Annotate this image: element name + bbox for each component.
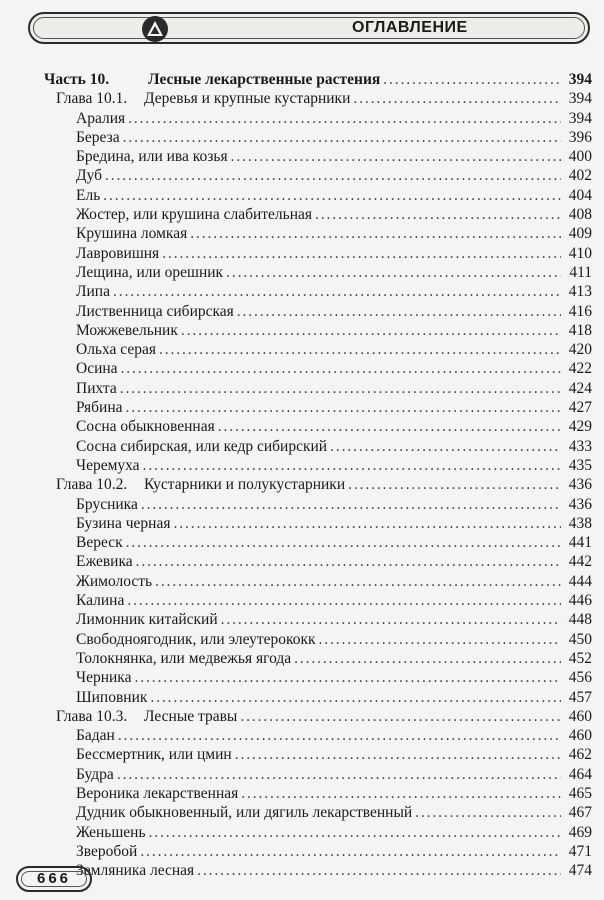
entry-title: Береза bbox=[76, 128, 120, 146]
table-of-contents bbox=[44, 70, 592, 880]
entry-title: Липа bbox=[76, 283, 110, 301]
toc-entry-row[interactable] bbox=[44, 379, 592, 398]
chapter-number: Глава 10.1. bbox=[56, 90, 128, 108]
toc-entry-row[interactable] bbox=[44, 340, 592, 359]
toc-entry-row[interactable] bbox=[44, 630, 592, 649]
chapter-page: 394 bbox=[568, 90, 592, 108]
entry-page: 452 bbox=[568, 649, 592, 667]
toc-entry-row[interactable] bbox=[44, 495, 592, 514]
entry-page: 467 bbox=[568, 804, 592, 822]
entry-title: Вероника лекарственная bbox=[76, 784, 239, 802]
toc-chapter-row[interactable] bbox=[44, 89, 592, 108]
entry-page: 462 bbox=[568, 746, 592, 764]
entry-title: Ежевика bbox=[76, 553, 133, 571]
entry-page: 436 bbox=[568, 495, 592, 513]
toc-entry-row[interactable] bbox=[44, 398, 592, 417]
dot-leader bbox=[383, 70, 561, 89]
entry-title: Черемуха bbox=[76, 456, 140, 474]
toc-entry-row[interactable] bbox=[44, 514, 592, 533]
toc-entry-row[interactable] bbox=[44, 166, 592, 185]
dot-leader bbox=[241, 784, 561, 803]
toc-entry-row[interactable] bbox=[44, 861, 592, 880]
toc-entry-row[interactable] bbox=[44, 688, 592, 707]
dot-leader bbox=[120, 379, 561, 398]
entry-title: Бредина, или ива козья bbox=[76, 148, 228, 166]
entry-page: 469 bbox=[568, 823, 592, 841]
toc-entry-row[interactable] bbox=[44, 823, 592, 842]
dot-leader bbox=[218, 417, 561, 436]
toc-entry-row[interactable] bbox=[44, 321, 592, 340]
dot-leader bbox=[134, 668, 561, 687]
chapter-number: Глава 10.3. bbox=[56, 707, 128, 725]
chapter-label bbox=[56, 707, 237, 726]
entry-title: Бадан bbox=[76, 727, 115, 745]
dot-leader bbox=[240, 707, 561, 726]
entry-page: 416 bbox=[568, 302, 592, 320]
dot-leader bbox=[123, 128, 561, 147]
dot-leader bbox=[136, 552, 561, 571]
entry-page: 474 bbox=[568, 862, 592, 880]
entry-page: 471 bbox=[568, 842, 592, 860]
dot-leader bbox=[150, 688, 561, 707]
dot-leader bbox=[143, 456, 561, 475]
entry-title: Жимолость bbox=[76, 572, 153, 590]
entry-page: 418 bbox=[568, 321, 592, 339]
toc-entry-row[interactable] bbox=[44, 456, 592, 475]
toc-entry-row[interactable] bbox=[44, 745, 592, 764]
entry-title: Ольха серая bbox=[76, 341, 157, 359]
chapter-title: Деревья и крупные кустарники bbox=[144, 90, 351, 108]
dot-leader bbox=[140, 842, 561, 861]
entry-page: 427 bbox=[568, 399, 592, 417]
toc-entry-row[interactable] bbox=[44, 244, 592, 263]
toc-entry-row[interactable] bbox=[44, 224, 592, 243]
entry-title: Земляника лесная bbox=[76, 862, 195, 880]
toc-entry-row[interactable] bbox=[44, 726, 592, 745]
dot-leader bbox=[118, 726, 561, 745]
entry-page: 408 bbox=[568, 206, 592, 224]
toc-entry-row[interactable] bbox=[44, 417, 592, 436]
chapter-title: Лесные травы bbox=[144, 707, 238, 725]
entry-title: Шиповник bbox=[76, 688, 148, 706]
entry-page: 464 bbox=[568, 765, 592, 783]
entry-title: Бузина черная bbox=[76, 514, 171, 532]
part-number: Часть 10. bbox=[44, 71, 110, 88]
entry-page: 456 bbox=[568, 669, 592, 687]
part-page: 394 bbox=[568, 71, 592, 88]
chapter-page: 436 bbox=[568, 476, 592, 494]
entry-title: Лиственница сибирская bbox=[76, 302, 234, 320]
entry-page: 404 bbox=[568, 186, 592, 204]
entry-page: 444 bbox=[568, 572, 592, 590]
entry-page: 396 bbox=[568, 128, 592, 146]
entry-title: Рябина bbox=[76, 399, 123, 417]
toc-entry-row[interactable] bbox=[44, 263, 592, 282]
chapter-label bbox=[56, 475, 345, 494]
dot-leader bbox=[330, 437, 561, 456]
toc-entry-row[interactable] bbox=[44, 205, 592, 224]
chapter-page: 460 bbox=[568, 707, 592, 725]
dot-leader bbox=[159, 340, 561, 359]
toc-entry-row[interactable] bbox=[44, 533, 592, 552]
dot-leader bbox=[141, 495, 561, 514]
entry-page: 420 bbox=[568, 341, 592, 359]
dot-leader bbox=[237, 302, 561, 321]
toc-entry-row[interactable] bbox=[44, 128, 592, 147]
entry-title: Осина bbox=[76, 360, 118, 378]
toc-entry-row[interactable] bbox=[44, 359, 592, 378]
entry-page: 433 bbox=[568, 437, 592, 455]
dot-leader bbox=[231, 147, 561, 166]
entry-page: 400 bbox=[568, 148, 592, 166]
entry-page: 422 bbox=[568, 360, 592, 378]
toc-entry-row[interactable] bbox=[44, 302, 592, 321]
chapter-label bbox=[56, 89, 350, 108]
entry-title: Дудник обыкновенный, или дягиль лекарственный bbox=[76, 804, 413, 822]
entry-page: 413 bbox=[568, 283, 592, 301]
chapter-number: Глава 10.2. bbox=[56, 476, 128, 494]
entry-title: Сосна обыкновенная bbox=[76, 418, 215, 436]
entry-title: Брусника bbox=[76, 495, 138, 513]
dot-leader bbox=[117, 765, 561, 784]
part-title: Лесные лекарственные растения bbox=[148, 71, 381, 88]
toc-entry-row[interactable] bbox=[44, 765, 592, 784]
entry-page: 435 bbox=[568, 456, 592, 474]
toc-entry-row[interactable] bbox=[44, 552, 592, 571]
dot-leader bbox=[128, 109, 561, 128]
entry-page: 450 bbox=[568, 630, 592, 648]
entry-title: Лещина, или орешник bbox=[76, 263, 224, 281]
entry-title: Лавровишня bbox=[76, 244, 160, 262]
entry-title: Лимонник китайский bbox=[76, 611, 218, 629]
entry-page: 460 bbox=[568, 727, 592, 745]
entry-title: Калина bbox=[76, 592, 125, 610]
dot-leader bbox=[181, 321, 561, 340]
dot-leader bbox=[126, 533, 561, 552]
entry-page: 465 bbox=[568, 784, 592, 802]
entry-page: 438 bbox=[568, 514, 592, 532]
entry-title: Вереск bbox=[76, 534, 123, 552]
entry-title: Толокнянка, или медвежья ягода bbox=[76, 649, 292, 667]
dot-leader bbox=[126, 398, 561, 417]
dot-leader bbox=[319, 630, 561, 649]
entry-page: 446 bbox=[568, 592, 592, 610]
toc-chapter-row[interactable] bbox=[44, 707, 592, 726]
page-number: 666 bbox=[36, 870, 72, 887]
entry-page: 410 bbox=[568, 244, 592, 262]
dot-leader bbox=[235, 745, 561, 764]
page-number-badge bbox=[16, 866, 92, 892]
publisher-logo-icon bbox=[142, 16, 168, 42]
toc-entry-row[interactable] bbox=[44, 109, 592, 128]
dot-leader bbox=[173, 514, 561, 533]
dot-leader bbox=[348, 475, 561, 494]
dot-leader bbox=[149, 823, 561, 842]
dot-leader bbox=[127, 591, 561, 610]
toc-entry-row[interactable] bbox=[44, 437, 592, 456]
toc-entry-row[interactable] bbox=[44, 842, 592, 861]
entry-page: 429 bbox=[568, 418, 592, 436]
entry-title: Сосна сибирская, или кедр сибирский bbox=[76, 437, 328, 455]
dot-leader bbox=[221, 610, 561, 629]
toc-entry-row[interactable] bbox=[44, 282, 592, 301]
toc-part-row[interactable] bbox=[44, 70, 592, 89]
entry-title: Черника bbox=[76, 669, 132, 687]
entry-title: Свободноягодник, или элеутерококк bbox=[76, 630, 316, 648]
dot-leader bbox=[415, 803, 561, 822]
toc-entry-row[interactable] bbox=[44, 803, 592, 822]
header-banner bbox=[28, 12, 590, 44]
dot-leader bbox=[121, 359, 561, 378]
dot-leader bbox=[294, 649, 561, 668]
dot-leader bbox=[353, 89, 561, 108]
toc-entry-row[interactable] bbox=[44, 649, 592, 668]
dot-leader bbox=[113, 282, 561, 301]
dot-leader bbox=[226, 263, 561, 282]
toc-entry-row[interactable] bbox=[44, 572, 592, 591]
dot-leader bbox=[197, 861, 561, 880]
entry-title: Бессмертник, или цмин bbox=[76, 746, 232, 764]
entry-title: Пихта bbox=[76, 379, 117, 397]
toc-entry-row[interactable] bbox=[44, 591, 592, 610]
entry-title: Дуб bbox=[76, 167, 103, 185]
toc-entry-row[interactable] bbox=[44, 610, 592, 629]
page-title: ОГЛАВЛЕНИЕ bbox=[352, 19, 468, 36]
dot-leader bbox=[162, 244, 561, 263]
chapter-title: Кустарники и полукустарники bbox=[144, 476, 346, 494]
entry-page: 424 bbox=[568, 379, 592, 397]
dot-leader bbox=[190, 224, 561, 243]
entry-page: 457 bbox=[568, 688, 592, 706]
entry-page: 409 bbox=[568, 225, 592, 243]
toc-entry-row[interactable] bbox=[44, 784, 592, 803]
entry-title: Аралия bbox=[76, 109, 126, 127]
entry-title: Можжевельник bbox=[76, 321, 178, 339]
entry-page: 442 bbox=[568, 553, 592, 571]
entry-title: Ель bbox=[76, 186, 101, 204]
toc-entry-row[interactable] bbox=[44, 668, 592, 687]
toc-entry-row[interactable] bbox=[44, 186, 592, 205]
header-border bbox=[33, 17, 585, 39]
dot-leader bbox=[103, 186, 561, 205]
toc-chapter-row[interactable] bbox=[44, 475, 592, 494]
entry-page: 411 bbox=[569, 263, 592, 281]
entry-page: 394 bbox=[568, 109, 592, 127]
entry-page: 441 bbox=[568, 534, 592, 552]
dot-leader bbox=[155, 572, 561, 591]
entry-title: Зверобой bbox=[76, 842, 138, 860]
entry-title: Крушина ломкая bbox=[76, 225, 188, 243]
dot-leader bbox=[315, 205, 561, 224]
entry-page: 448 bbox=[568, 611, 592, 629]
entry-title: Будра bbox=[76, 765, 114, 783]
toc-entry-row[interactable] bbox=[44, 147, 592, 166]
entry-title: Жостер, или крушина слабительная bbox=[76, 206, 313, 224]
entry-title: Женьшень bbox=[76, 823, 146, 841]
dot-leader bbox=[105, 166, 561, 185]
entry-page: 402 bbox=[568, 167, 592, 185]
